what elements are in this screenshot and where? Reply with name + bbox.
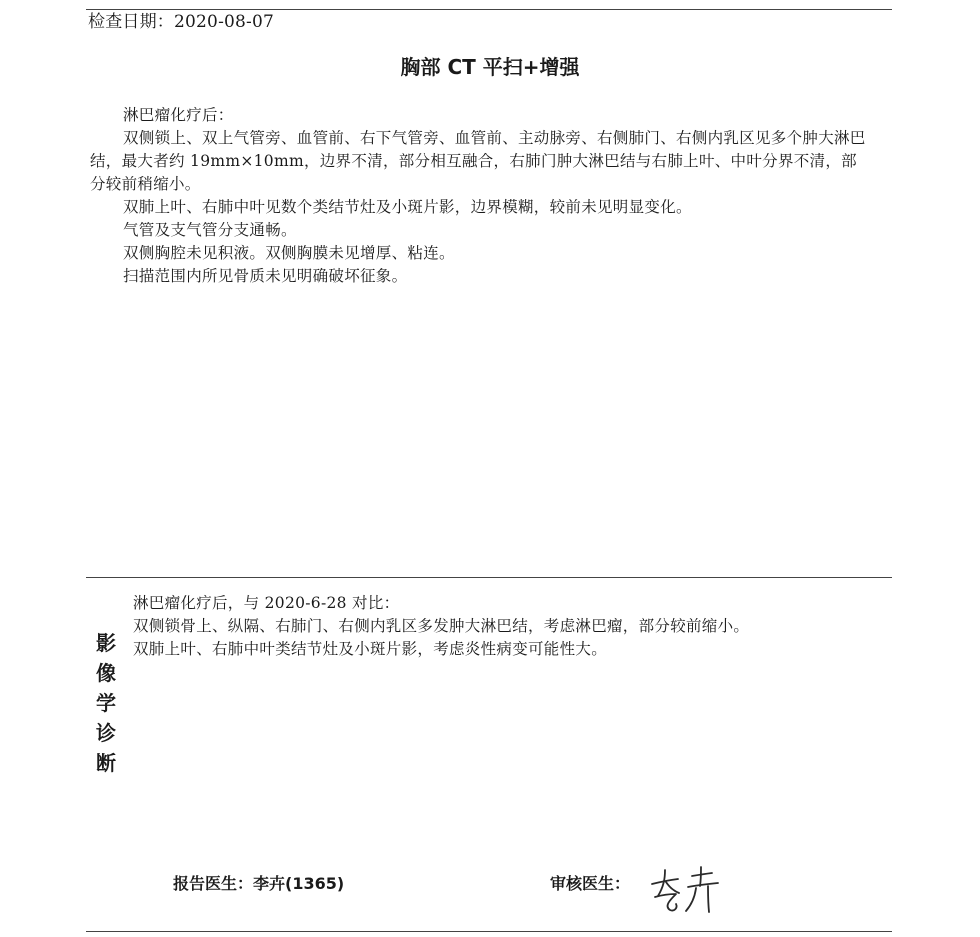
signature-stroke	[692, 873, 712, 876]
reviewing-doctor-label: 审核医生：	[550, 874, 631, 893]
findings-line: 双肺上叶、右肺中叶见数个类结节灶及小斑片影，边界模糊，较前未见明显变化。	[123, 198, 692, 216]
diagnosis-label-char: 学	[96, 691, 116, 715]
section-divider	[86, 577, 892, 578]
diagnosis-label-char: 像	[96, 661, 116, 685]
signature-stroke	[686, 888, 696, 911]
report-title: 胸部 CT 平扫+增强	[400, 55, 580, 79]
bottom-divider	[86, 931, 892, 932]
diagnosis-line: 双侧锁骨上、纵隔、右肺门、右侧内乳区多发肿大淋巴结，考虑淋巴瘤，部分较前缩小。	[133, 617, 750, 635]
top-divider	[86, 9, 892, 10]
signature-stroke	[700, 867, 701, 886]
findings-line: 扫描范围内所见骨质未见明确破坏征象。	[123, 267, 408, 285]
diagnosis-section-label	[93, 628, 119, 778]
findings-line: 双侧锁上、双上气管旁、血管前、右下气管旁、血管前、主动脉旁、右侧肺门、右侧内乳区见多个肿大淋巴结，最大者约 19mm×10mm，边界不清，部分相互融合，右肺门肿大淋巴结与右肺上叶、中叶分界不清，部分较前稍缩小。	[90, 129, 866, 193]
signature-stroke	[688, 883, 718, 887]
findings-line: 双侧胸腔未见积液。双侧胸膜未见增厚、粘连。	[123, 244, 455, 262]
signature-stroke	[655, 894, 677, 911]
diagnosis-section	[133, 592, 873, 661]
diagnosis-label-char: 诊	[96, 721, 116, 745]
diagnosis-label-char: 断	[96, 751, 116, 775]
findings-section	[90, 104, 870, 288]
signature-stroke	[708, 886, 709, 912]
exam-date: 检查日期：2020-08-07	[88, 12, 275, 32]
diagnosis-label-char: 影	[96, 631, 116, 655]
diagnosis-line: 淋巴瘤化疗后，与 2020-6-28 对比：	[133, 594, 400, 612]
findings-line: 淋巴瘤化疗后：	[123, 106, 234, 124]
signature-stroke	[666, 882, 679, 893]
reporting-doctor: 报告医生：李卉(1365)	[173, 874, 345, 893]
handwritten-signature	[646, 864, 722, 916]
findings-line: 气管及支气管分支通畅。	[123, 221, 297, 239]
diagnosis-line: 双肺上叶、右肺中叶类结节灶及小斑片影，考虑炎性病变可能性大。	[133, 640, 608, 658]
